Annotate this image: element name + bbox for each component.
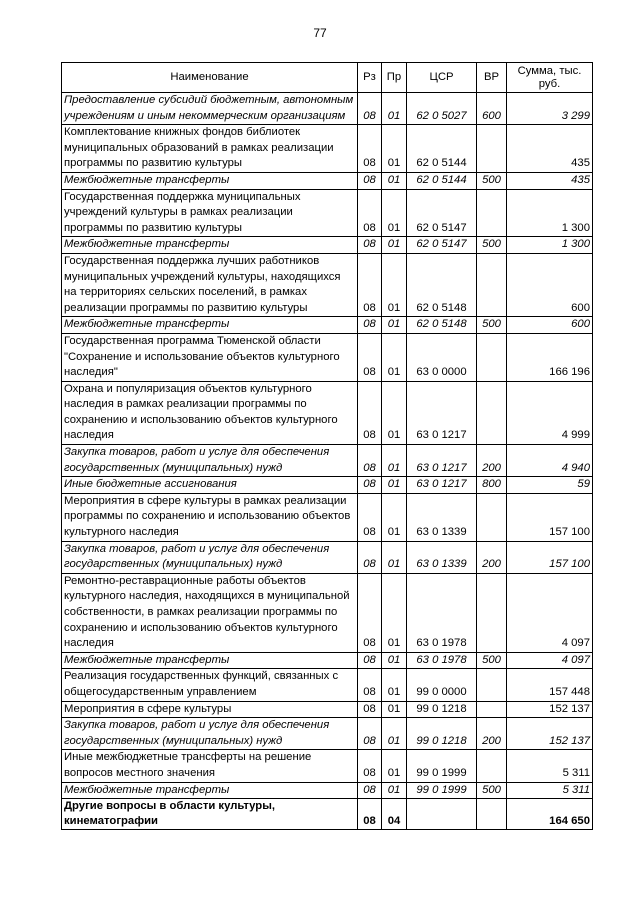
page-number: 77: [313, 26, 327, 40]
cell-csr: [407, 799, 477, 830]
cell-name: Мероприятия в сфере культуры: [62, 701, 358, 718]
cell-name: Государственная поддержка лучших работников муниципальных учреждений культуры, находящихся на территориях сельских поселений, в рамках реализации программы по развитию культуры: [62, 253, 358, 316]
cell-pr: 01: [382, 172, 407, 189]
cell-rz: 08: [358, 493, 382, 541]
table-row: [62, 541, 593, 573]
cell-name: Охрана и популяризация объектов культурного наследия в рамках реализации программы по сохранению и использованию объектов культурного наследия: [62, 381, 358, 444]
table-row: [62, 189, 593, 237]
cell-vr: [477, 381, 507, 444]
table-row: [62, 253, 593, 316]
table-row: [62, 750, 593, 782]
cell-sum: 4 097: [507, 573, 593, 652]
budget-table: [61, 62, 593, 830]
cell-vr: [477, 573, 507, 652]
cell-pr: 01: [382, 317, 407, 334]
cell-name: Межбюджетные трансферты: [62, 317, 358, 334]
cell-csr: 63 0 1339: [407, 493, 477, 541]
table-row: [62, 237, 593, 254]
cell-pr: 01: [382, 573, 407, 652]
cell-name: Межбюджетные трансферты: [62, 652, 358, 669]
cell-sum: 59: [507, 477, 593, 494]
cell-csr: 62 0 5144: [407, 172, 477, 189]
cell-sum: 435: [507, 172, 593, 189]
cell-name: Закупка товаров, работ и услуг для обеспечения государственных (муниципальных) нужд: [62, 445, 358, 477]
cell-rz: 08: [358, 573, 382, 652]
cell-sum: 1 300: [507, 237, 593, 254]
cell-rz: 08: [358, 718, 382, 750]
cell-csr: 63 0 0000: [407, 333, 477, 381]
cell-pr: 01: [382, 189, 407, 237]
cell-vr: 500: [477, 237, 507, 254]
cell-csr: 99 0 1999: [407, 750, 477, 782]
cell-rz: 08: [358, 253, 382, 316]
table-row: [62, 125, 593, 173]
cell-rz: 08: [358, 799, 382, 830]
table-header-row: [62, 63, 593, 93]
cell-sum: 1 300: [507, 189, 593, 237]
cell-sum: 435: [507, 125, 593, 173]
cell-rz: 08: [358, 652, 382, 669]
cell-sum: 3 299: [507, 93, 593, 125]
cell-sum: 152 137: [507, 701, 593, 718]
header-csr: ЦСР: [407, 63, 477, 93]
cell-sum: 5 311: [507, 750, 593, 782]
cell-sum: 157 448: [507, 669, 593, 701]
cell-csr: 63 0 1339: [407, 541, 477, 573]
cell-pr: 04: [382, 799, 407, 830]
cell-pr: 01: [382, 493, 407, 541]
table-row: [62, 317, 593, 334]
cell-rz: 08: [358, 93, 382, 125]
cell-sum: 4 097: [507, 652, 593, 669]
cell-name: Комплектование книжных фондов библиотек муниципальных образований в рамках реализации программы по развитию культуры: [62, 125, 358, 173]
table-row: [62, 445, 593, 477]
cell-name: Иные межбюджетные трансферты на решение вопросов местного значения: [62, 750, 358, 782]
cell-csr: 99 0 1218: [407, 701, 477, 718]
cell-vr: [477, 669, 507, 701]
cell-pr: 01: [382, 253, 407, 316]
table-row: [62, 669, 593, 701]
table-row: [62, 333, 593, 381]
cell-pr: 01: [382, 93, 407, 125]
cell-rz: 08: [358, 237, 382, 254]
cell-name: Реализация государственных функций, связанных с общегосударственным управлением: [62, 669, 358, 701]
cell-rz: 08: [358, 445, 382, 477]
cell-vr: [477, 750, 507, 782]
cell-name: Закупка товаров, работ и услуг для обеспечения государственных (муниципальных) нужд: [62, 718, 358, 750]
cell-pr: 01: [382, 652, 407, 669]
cell-csr: 99 0 1218: [407, 718, 477, 750]
cell-vr: [477, 189, 507, 237]
cell-vr: 200: [477, 718, 507, 750]
cell-pr: 01: [382, 125, 407, 173]
cell-pr: 01: [382, 477, 407, 494]
header-pr: Пр: [382, 63, 407, 93]
table-row: [62, 652, 593, 669]
table-row: [62, 573, 593, 652]
cell-vr: [477, 125, 507, 173]
cell-rz: 08: [358, 189, 382, 237]
cell-csr: 63 0 1217: [407, 477, 477, 494]
cell-rz: 08: [358, 750, 382, 782]
cell-vr: 200: [477, 445, 507, 477]
cell-rz: 08: [358, 701, 382, 718]
cell-name: Закупка товаров, работ и услуг для обеспечения государственных (муниципальных) нужд: [62, 541, 358, 573]
table-row: [62, 701, 593, 718]
cell-name: Мероприятия в сфере культуры в рамках реализации программы по сохранению и использованию объектов культурного наследия: [62, 493, 358, 541]
cell-csr: 63 0 1978: [407, 573, 477, 652]
cell-name: Межбюджетные трансферты: [62, 782, 358, 799]
cell-pr: 01: [382, 381, 407, 444]
cell-sum: 600: [507, 317, 593, 334]
table-row: [62, 381, 593, 444]
cell-csr: 99 0 0000: [407, 669, 477, 701]
cell-rz: 08: [358, 669, 382, 701]
cell-pr: 01: [382, 445, 407, 477]
cell-csr: 63 0 1217: [407, 381, 477, 444]
cell-vr: 500: [477, 652, 507, 669]
cell-vr: [477, 799, 507, 830]
table-row: [62, 782, 593, 799]
cell-name: Ремонтно-реставрационные работы объектов культурного наследия, находящихся в муниципальной собственности, в рамках реализации программы по сохранению и использованию объектов культурного наследия: [62, 573, 358, 652]
cell-pr: 01: [382, 541, 407, 573]
cell-vr: 500: [477, 172, 507, 189]
cell-vr: 600: [477, 93, 507, 125]
cell-vr: [477, 333, 507, 381]
cell-name: Другие вопросы в области культуры, кинематографии: [62, 799, 358, 830]
cell-rz: 08: [358, 317, 382, 334]
cell-rz: 08: [358, 782, 382, 799]
cell-name: Межбюджетные трансферты: [62, 237, 358, 254]
table-row: [62, 493, 593, 541]
cell-csr: 99 0 1999: [407, 782, 477, 799]
cell-vr: 800: [477, 477, 507, 494]
cell-pr: 01: [382, 701, 407, 718]
cell-sum: 164 650: [507, 799, 593, 830]
cell-pr: 01: [382, 237, 407, 254]
cell-sum: 157 100: [507, 541, 593, 573]
cell-vr: [477, 253, 507, 316]
cell-rz: 08: [358, 125, 382, 173]
table-row: [62, 93, 593, 125]
cell-vr: 500: [477, 782, 507, 799]
header-rz: Рз: [358, 63, 382, 93]
header-name: Наименование: [62, 63, 358, 93]
cell-name: Иные бюджетные ассигнования: [62, 477, 358, 494]
header-vr: ВР: [477, 63, 507, 93]
cell-rz: 08: [358, 172, 382, 189]
cell-rz: 08: [358, 381, 382, 444]
cell-name: Межбюджетные трансферты: [62, 172, 358, 189]
table-body: [62, 93, 593, 830]
cell-csr: 62 0 5148: [407, 253, 477, 316]
cell-rz: 08: [358, 333, 382, 381]
cell-rz: 08: [358, 477, 382, 494]
cell-name: Предоставление субсидий бюджетным, автономным учреждениям и иным некоммерческим организациям: [62, 93, 358, 125]
cell-name: Государственная поддержка муниципальных учреждений культуры в рамках реализации программы по развитию культуры: [62, 189, 358, 237]
cell-csr: 63 0 1978: [407, 652, 477, 669]
cell-name: Государственная программа Тюменской области "Сохранение и использование объектов культурного наследия": [62, 333, 358, 381]
cell-csr: 62 0 5147: [407, 189, 477, 237]
table-row: [62, 172, 593, 189]
cell-pr: 01: [382, 718, 407, 750]
cell-sum: 157 100: [507, 493, 593, 541]
cell-rz: 08: [358, 541, 382, 573]
cell-vr: 500: [477, 317, 507, 334]
cell-vr: [477, 493, 507, 541]
cell-pr: 01: [382, 333, 407, 381]
cell-sum: 600: [507, 253, 593, 316]
table-row: [62, 718, 593, 750]
cell-pr: 01: [382, 669, 407, 701]
cell-vr: [477, 701, 507, 718]
cell-csr: 62 0 5148: [407, 317, 477, 334]
cell-csr: 63 0 1217: [407, 445, 477, 477]
header-sum: Сумма, тыс. руб.: [507, 63, 593, 93]
table-row: [62, 799, 593, 830]
table-row: [62, 477, 593, 494]
cell-csr: 62 0 5144: [407, 125, 477, 173]
cell-pr: 01: [382, 750, 407, 782]
cell-sum: 4 999: [507, 381, 593, 444]
cell-sum: 5 311: [507, 782, 593, 799]
cell-pr: 01: [382, 782, 407, 799]
cell-sum: 166 196: [507, 333, 593, 381]
cell-sum: 4 940: [507, 445, 593, 477]
cell-sum: 152 137: [507, 718, 593, 750]
cell-csr: 62 0 5147: [407, 237, 477, 254]
cell-vr: 200: [477, 541, 507, 573]
cell-csr: 62 0 5027: [407, 93, 477, 125]
